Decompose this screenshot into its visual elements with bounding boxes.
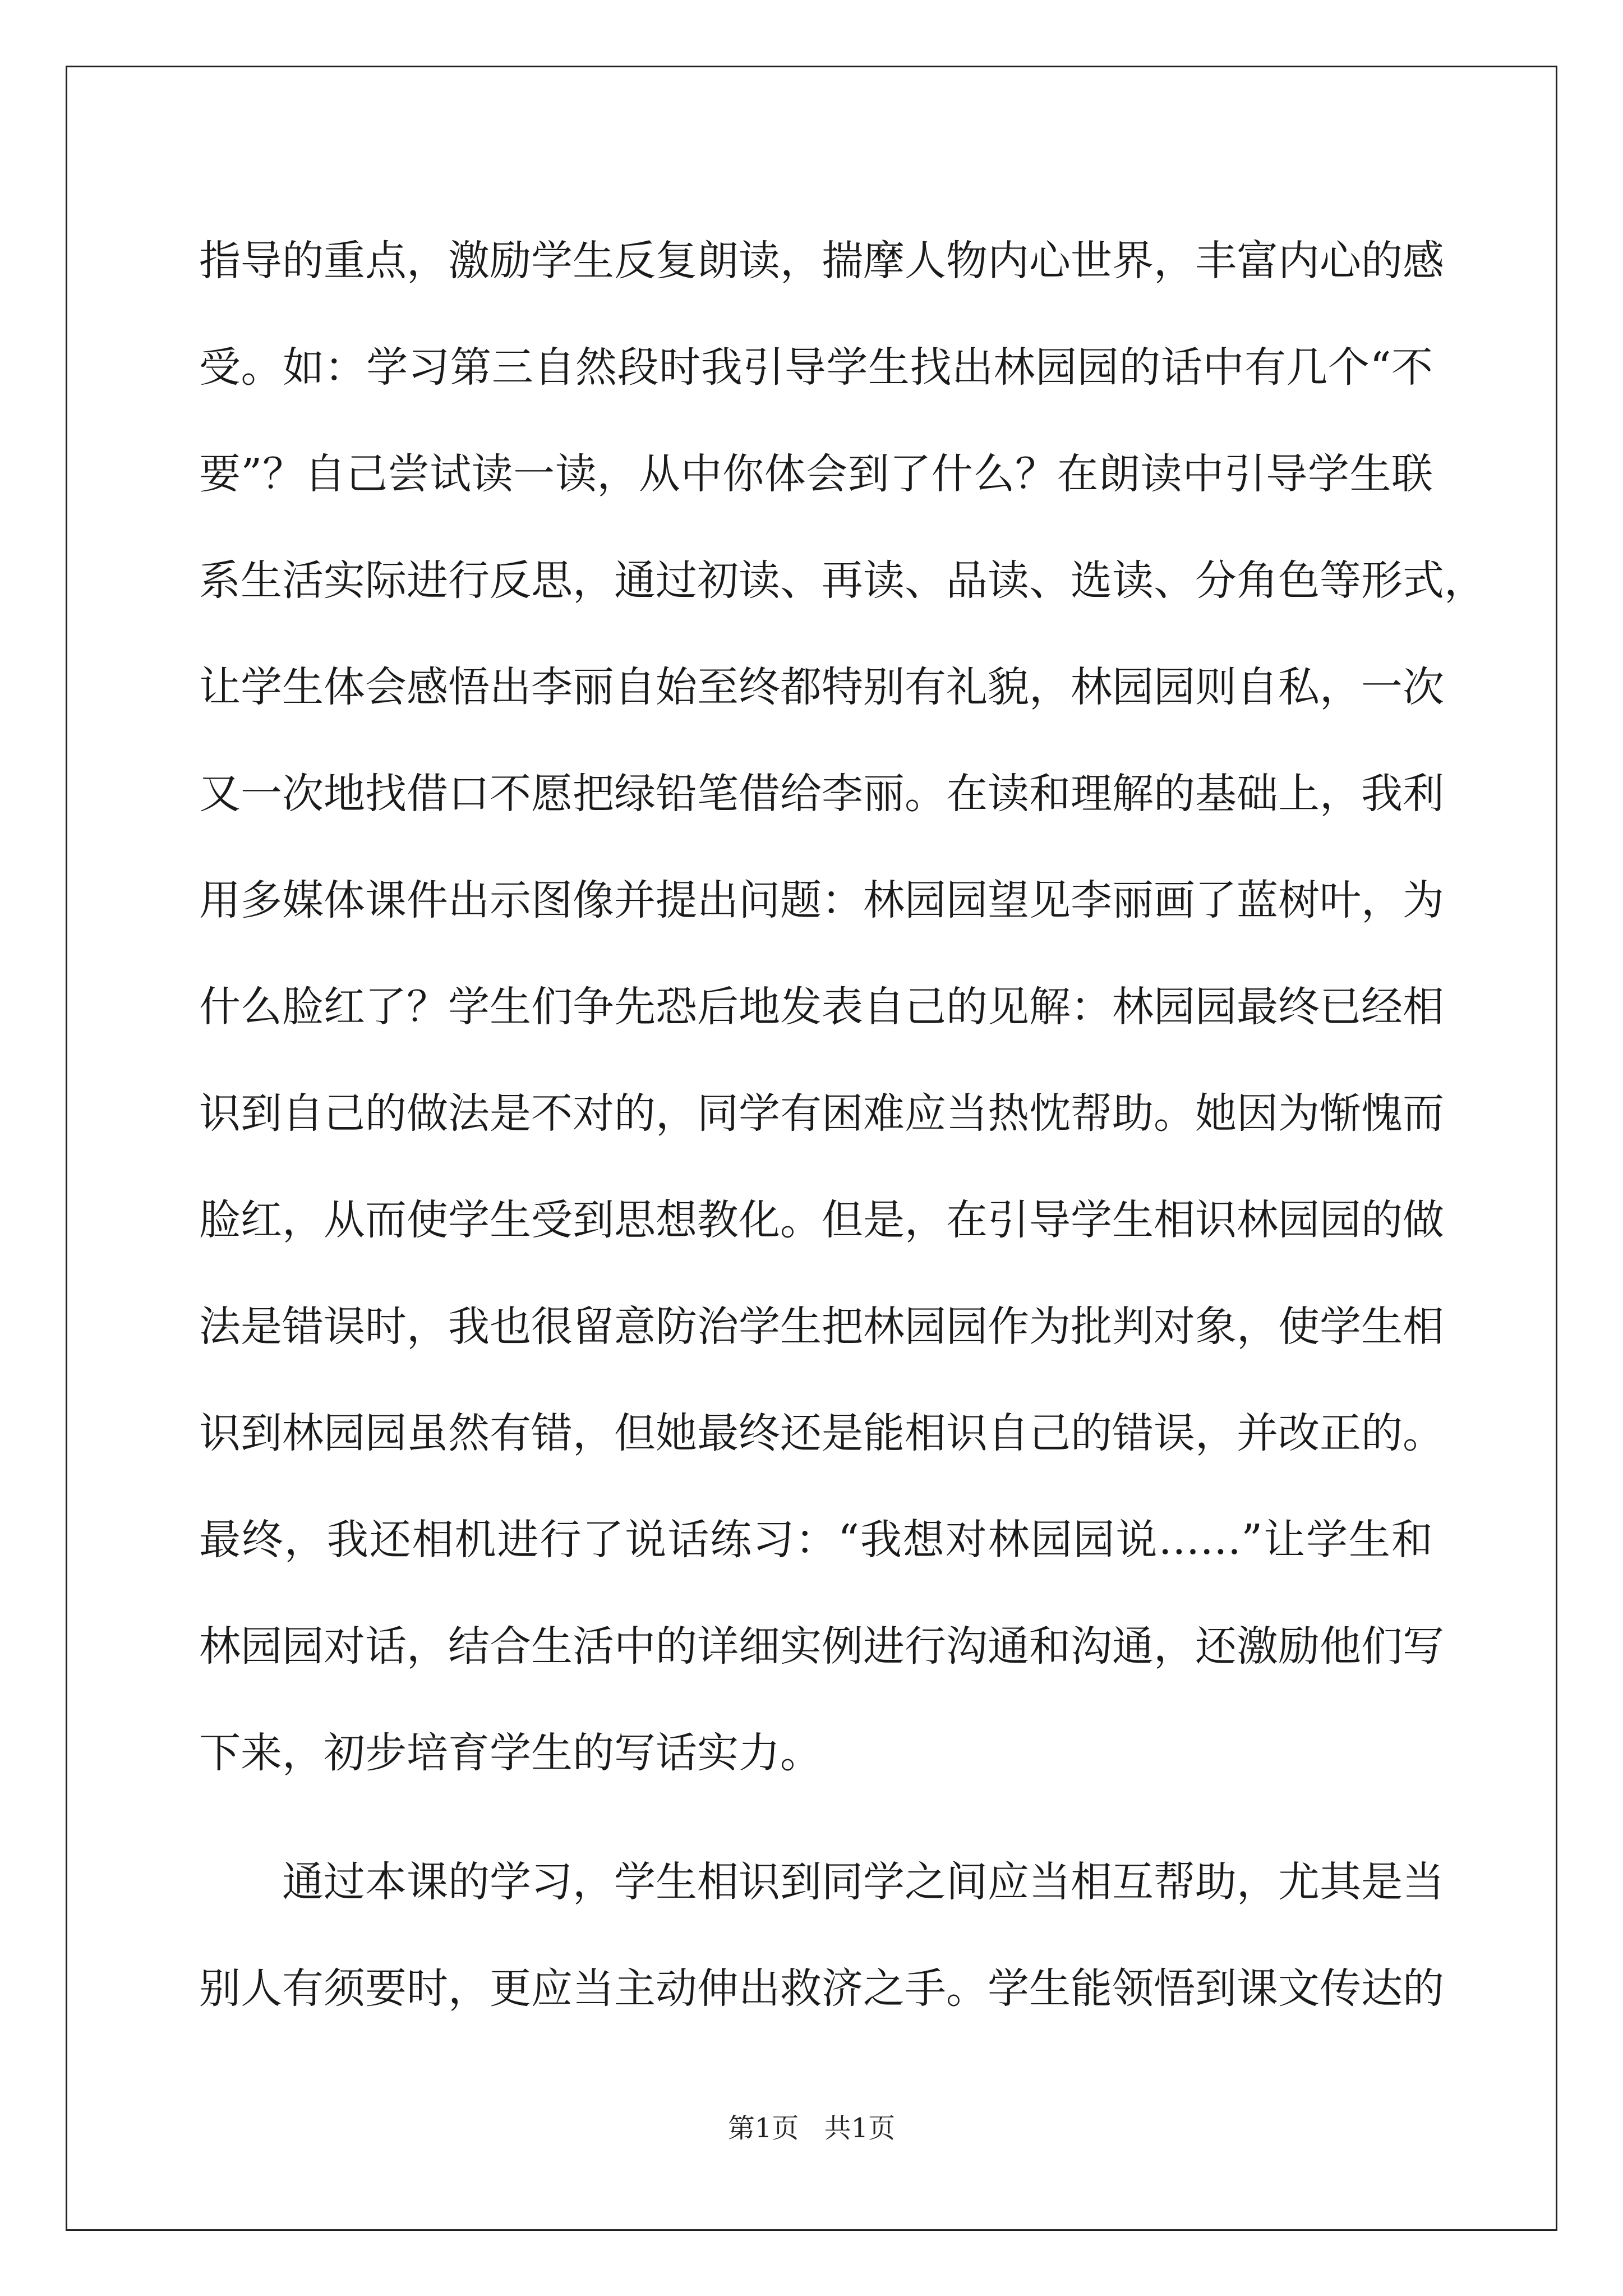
paragraph-1-line-5: 让学生体会感悟出李丽自始至终都特别有礼貌，林园园则自私，一次 — [199, 663, 1444, 711]
paragraph-gap — [199, 1806, 1433, 1829]
paragraph-1-line-1: 指导的重点，激励学生反复朗读，揣摩人物内心世界，丰富内心的感 — [199, 237, 1444, 285]
paragraph-1-line-12: 识到林园园虽然有错，但她最终还是能相识自己的错误，并改正的。 — [199, 1409, 1444, 1457]
paragraph-1-line-3: 要”？自己尝试读一读，从中你体会到了什么？在朗读中引导学生联 — [199, 450, 1433, 498]
paragraph-2-line-1: 通过本课的学习，学生相识到同学之间应当相互帮助，尤其是当 — [282, 1858, 1444, 1906]
paragraph-1-line-6: 又一次地找借口不愿把绿铅笔借给李丽。在读和理解的基础上，我利 — [199, 770, 1444, 818]
paragraph-1-line-4: 系生活实际进行反思，通过初读、再读、品读、选读、分角色等形式， — [199, 556, 1486, 605]
paragraph-1-line-11: 法是错误时，我也很留意防治学生把林园园作为批判对象，使学生相 — [199, 1303, 1444, 1351]
paragraph-2-line-2: 别人有须要时，更应当主动伸出救济之手。学生能领悟到课文传达的 — [199, 1964, 1444, 2013]
paragraph-1-line-7: 用多媒体课件出示图像并提出问题：林园园望见李丽画了蓝树叶，为 — [199, 876, 1444, 924]
paragraph-1-line-13: 最终，我还相机进行了说话练习：“我想对林园园说……”让学生和 — [199, 1516, 1433, 1564]
paragraph-1-line-14: 林园园对话，结合生活中的详细实例进行沟通和沟通，还激励他们写 — [199, 1622, 1444, 1671]
paragraph-1-line-15: 下来，初步培育学生的写话实力。 — [199, 1729, 822, 1777]
paragraph-1-line-8: 什么脸红了？学生们争先恐后地发表自己的见解：林园园最终已经相 — [199, 983, 1444, 1031]
paragraph-1-line-10: 脸红，从而使学生受到思想教化。但是，在引导学生相识林园园的做 — [199, 1196, 1444, 1244]
paragraph-1-line-9: 识到自己的做法是不对的，同学有困难应当热忱帮助。她因为惭愧而 — [199, 1089, 1444, 1138]
paragraph-1-line-2: 受。如：学习第三自然段时我引导学生找出林园园的话中有几个“不 — [199, 343, 1433, 392]
document-body — [199, 208, 1486, 2042]
page-number-footer: 第1页 共1页 — [727, 2113, 896, 2144]
